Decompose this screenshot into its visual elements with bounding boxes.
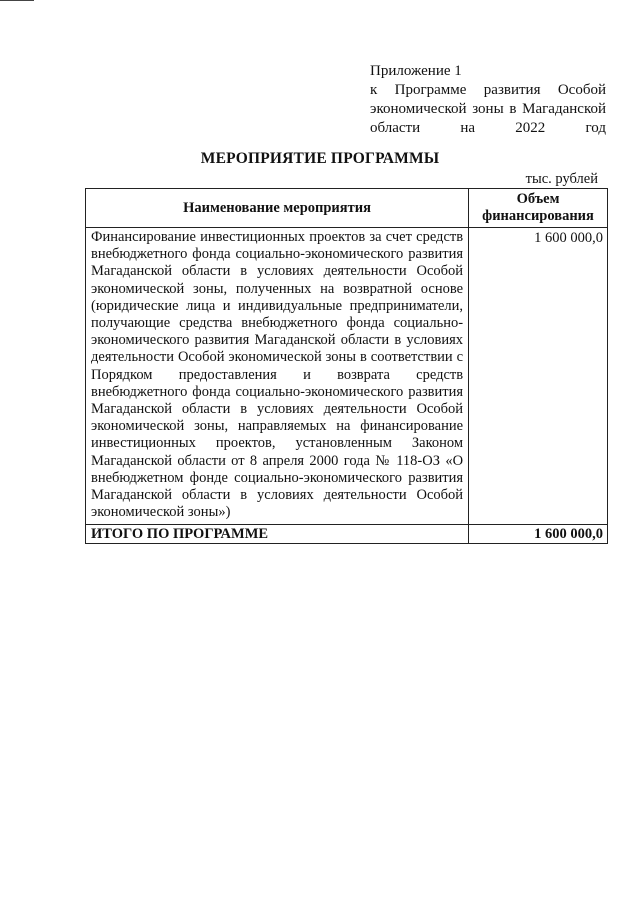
table-row bbox=[86, 228, 608, 525]
page-title: МЕРОПРИЯТИЕ ПРОГРАММЫ bbox=[200, 150, 440, 167]
appendix-header bbox=[370, 62, 606, 138]
header-activity-name: Наименование мероприятия bbox=[86, 189, 469, 228]
appendix-number: Приложение 1 bbox=[370, 63, 462, 79]
total-amount: 1 600 000,0 bbox=[469, 525, 608, 544]
total-label: ИТОГО ПО ПРОГРАММЕ bbox=[86, 525, 469, 544]
top-edge-line bbox=[0, 0, 34, 1]
total-row bbox=[86, 525, 608, 544]
activity-text: Финансирование инвестиционных проектов за счет средств внебюджетного фонда социально-экономического развития Магаданской области в условиях деятельности Особой экономической зоны, полученных на возвратной основе (юридические лица и индивидуальные предприниматели, получающие средства внебюджетного фонда социально-экономического развития Магаданской области в условиях деятельности Особой экономической зоны в соответствии с Порядком предоставления и возврата средств внебюджетного фонда социально-экономического развития Магаданской области в условиях деятельности Особой экономической зоны, направляемых на финансирование инвестиционных проектов, установленным Законом Магаданской области от 8 апреля 2000 года № 118-ОЗ «О внебюджетном фонде социально-экономического развития Магаданской области в условиях деятельности Особой экономической зоны») bbox=[91, 229, 464, 521]
header-funding-amount: Объем финансирования bbox=[469, 189, 608, 228]
units-label: тыс. рублей bbox=[525, 171, 598, 187]
table-header-row bbox=[86, 189, 608, 228]
activity-amount: 1 600 000,0 bbox=[469, 228, 608, 525]
program-table bbox=[85, 188, 608, 544]
activity-description bbox=[86, 228, 469, 525]
appendix-reference: к Программе развития Особой экономической зоны в Магаданской области на 2022 год bbox=[370, 82, 606, 136]
